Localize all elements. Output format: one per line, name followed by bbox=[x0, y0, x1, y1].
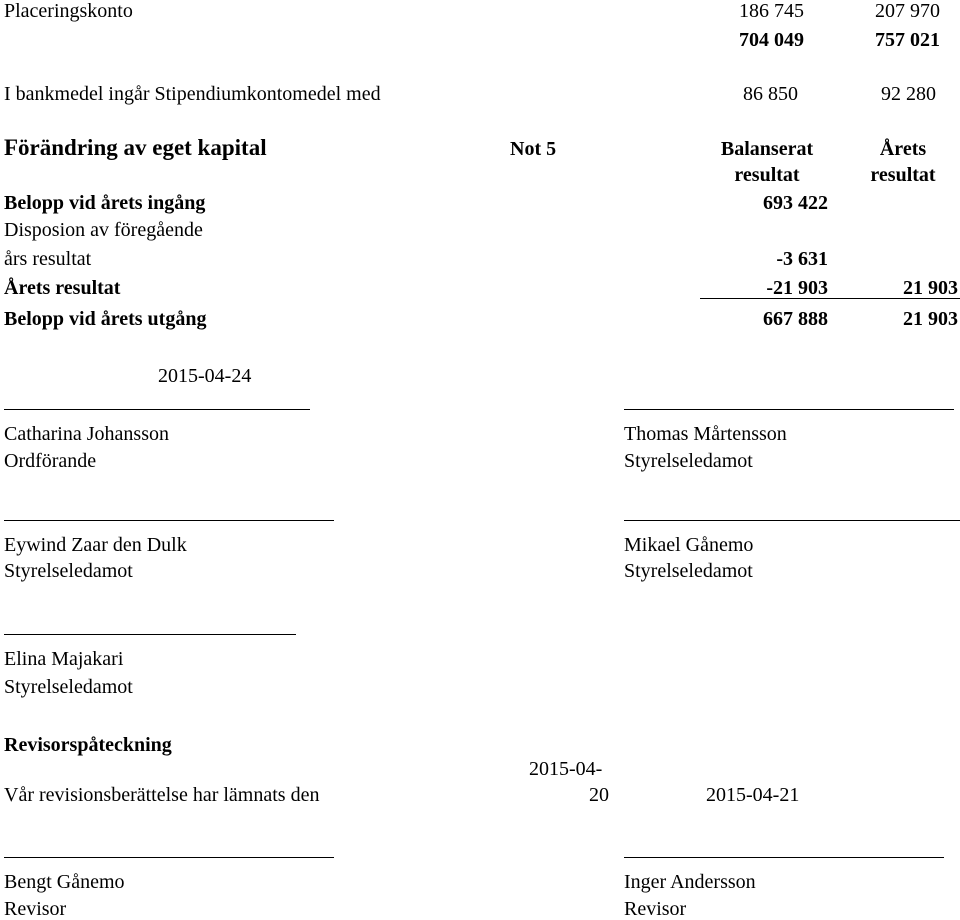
signatory-2-name: Thomas Mårtensson bbox=[624, 423, 787, 445]
col1-header-line2: resultat bbox=[734, 164, 800, 186]
row-closing-value-2: 21 903 bbox=[903, 308, 958, 330]
col1-header-line1: Balanserat bbox=[720, 138, 814, 160]
row-prior-result-value: -3 631 bbox=[776, 248, 828, 270]
signing-date: 2015-04-24 bbox=[158, 365, 252, 387]
row-opening-value: 693 422 bbox=[763, 192, 828, 214]
auditor-2-role: Revisor bbox=[624, 898, 687, 920]
audit-date-1-line1: 2015-04- bbox=[529, 758, 603, 780]
placeringskonto-value-1: 186 745 bbox=[739, 0, 804, 22]
audit-statement: Vår revisionsberättelse har lämnats den bbox=[4, 784, 320, 806]
signatory-3-role: Styrelseledamot bbox=[4, 560, 133, 582]
signature-line-3 bbox=[4, 520, 334, 521]
signature-line-2 bbox=[624, 409, 954, 410]
sum-rule bbox=[700, 298, 960, 299]
col2-header-line2: resultat bbox=[870, 164, 936, 186]
auditor-signature-line-2 bbox=[624, 857, 944, 858]
row-disposition-label: Disposion av föregående bbox=[4, 219, 203, 241]
signatory-4-role: Styrelseledamot bbox=[624, 560, 753, 582]
signatory-1-role: Ordförande bbox=[4, 450, 97, 472]
row-year-result-value-2: 21 903 bbox=[903, 277, 958, 299]
signature-line-4 bbox=[624, 520, 960, 521]
signatory-3-name: Eywind Zaar den Dulk bbox=[4, 534, 187, 556]
equity-title: Förändring av eget kapital bbox=[4, 135, 267, 160]
signatory-1-name: Catharina Johansson bbox=[4, 423, 169, 445]
total-value-1: 704 049 bbox=[739, 29, 804, 51]
auditor-1-name: Bengt Gånemo bbox=[4, 871, 125, 893]
row-prior-result-label: års resultat bbox=[4, 248, 92, 270]
row-closing-label: Belopp vid årets utgång bbox=[4, 308, 207, 330]
signatory-5-role: Styrelseledamot bbox=[4, 676, 133, 698]
signature-line-5 bbox=[4, 634, 296, 635]
signatory-2-role: Styrelseledamot bbox=[624, 450, 753, 472]
audit-date-1-line2: 20 bbox=[589, 784, 609, 806]
equity-note: Not 5 bbox=[510, 138, 557, 160]
audit-date-2: 2015-04-21 bbox=[706, 784, 800, 806]
audit-title: Revisorspåteckning bbox=[4, 734, 172, 756]
row-year-result-label: Årets resultat bbox=[4, 277, 121, 299]
signatory-4-name: Mikael Gånemo bbox=[624, 534, 754, 556]
auditor-1-role: Revisor bbox=[4, 898, 67, 920]
total-value-2: 757 021 bbox=[875, 29, 940, 51]
placeringskonto-value-2: 207 970 bbox=[875, 0, 940, 22]
row-closing-value-1: 667 888 bbox=[763, 308, 828, 330]
bankmedel-value-2: 92 280 bbox=[881, 83, 936, 105]
bankmedel-label: I bankmedel ingår Stipendiumkontomedel med bbox=[4, 83, 381, 105]
bankmedel-value-1: 86 850 bbox=[743, 83, 798, 105]
auditor-signature-line-1 bbox=[4, 857, 334, 858]
row-opening-label: Belopp vid årets ingång bbox=[4, 192, 206, 214]
col2-header-line1: Årets bbox=[879, 138, 927, 160]
placeringskonto-label: Placeringskonto bbox=[4, 0, 133, 22]
auditor-2-name: Inger Andersson bbox=[624, 871, 756, 893]
signature-line-1 bbox=[4, 409, 310, 410]
signatory-5-name: Elina Majakari bbox=[4, 648, 124, 670]
row-year-result-value-1: -21 903 bbox=[766, 277, 828, 299]
